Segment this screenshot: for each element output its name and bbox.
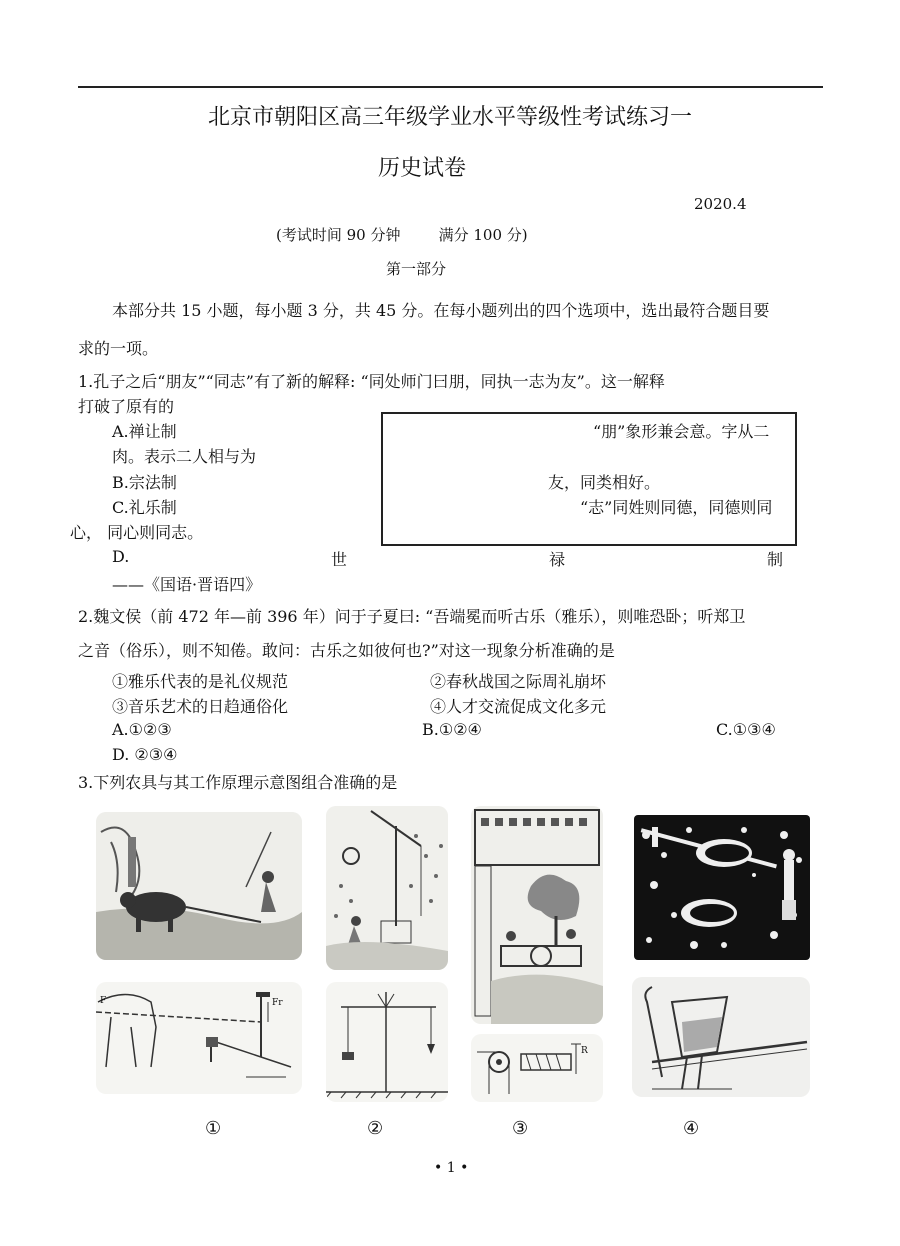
top-rule <box>78 86 823 88</box>
q1-option-b: B.宗法制 <box>112 473 177 492</box>
q3-image4-oxen-relief <box>634 815 810 960</box>
q2-option-a: A.①②③ <box>112 720 172 739</box>
q3-image3-r-label: R <box>581 1046 588 1056</box>
exam-info: (考试时间 90 分钟 满分 100 分) <box>276 226 528 244</box>
q1-source: ——《国语·晋语四》 <box>112 575 262 594</box>
q3-image2-lever-diagram <box>326 982 448 1102</box>
q2-option-d: D. ②③④ <box>112 745 178 764</box>
q1-option-a: A.禅让制 <box>112 422 177 441</box>
q1-box-line3b: 心， 同心则同志。 <box>70 523 204 542</box>
page-number: • 1 • <box>434 1160 469 1176</box>
exam-subtitle: 历史试卷 <box>377 156 466 181</box>
q1-option-c: C.礼乐制 <box>112 498 177 517</box>
q3-image3-pulley-painting <box>471 806 603 1024</box>
q3-image1-force-label-left: F <box>100 996 107 1006</box>
q2-statement-1: ①雅乐代表的是礼仪规范 <box>112 672 289 691</box>
q1-box-line3: “志”同姓则同德，同德则同 <box>580 498 773 517</box>
q2-statement-3: ③音乐艺术的日趋通俗化 <box>112 697 289 716</box>
q3-label-3: ③ <box>512 1118 529 1139</box>
q1-option-d-char2: 禄 <box>549 550 566 569</box>
q1-stem-line1: 1.孔子之后“朋友”“同志”有了新的解释: “同处师门曰朋，同执一志为友”。这一解释 <box>78 372 665 391</box>
q3-label-1: ① <box>205 1118 222 1139</box>
part-heading: 第一部分 <box>386 260 447 278</box>
q2-statement-2: ②春秋战国之际周礼崩坏 <box>430 672 607 691</box>
q3-image1-force-diagram <box>96 982 302 1094</box>
exam-title: 北京市朝阳区高三年级学业水平等级性考试练习一 <box>207 105 692 130</box>
q3-image1-force-label-right: Fr <box>272 998 283 1008</box>
q3-image2-well-sweep-painting <box>326 806 448 970</box>
intro-line1: 本部分共 15 小题，每小题 3 分，共 45 分。在每小题列出的四个选项中，选出最符合题目要 <box>112 301 770 320</box>
q1-option-d-char3: 制 <box>767 550 784 569</box>
q2-statement-4: ④人才交流促成文化多元 <box>430 697 607 716</box>
q1-box-line1: “朋”象形兼会意。字从二 <box>593 422 770 441</box>
q2-stem-line1: 2.魏文侯（前 472 年—前 396 年）问于子夏曰: “吾端冕而听古乐（雅乐），则唯恐卧；听郑卫 <box>78 607 746 626</box>
q2-option-c: C.①③④ <box>716 720 776 739</box>
q2-stem-line2: 之音（俗乐），则不知倦。敢问：古乐之如彼何也?”对这一现象分析准确的是 <box>78 641 615 660</box>
q3-image1-ox-plowing-painting <box>96 812 302 960</box>
q1-stem-line2: 打破了原有的 <box>78 397 175 416</box>
q2-option-b: B.①②④ <box>422 720 482 739</box>
q1-box-line2: 友，同类相好。 <box>548 473 661 492</box>
q1-box-line1b: 肉。表示二人相与为 <box>112 447 257 466</box>
q3-stem: 3.下列农具与其工作原理示意图组合准确的是 <box>78 773 398 792</box>
q3-image4-seed-drill-diagram <box>632 977 810 1097</box>
q1-option-d-char1: 世 <box>331 550 348 569</box>
exam-date: 2020.4 <box>694 195 747 213</box>
q3-image3-pulley-diagram <box>471 1034 603 1102</box>
q3-label-2: ② <box>367 1118 384 1139</box>
intro-line2: 求的一项。 <box>78 339 159 358</box>
q3-label-4: ④ <box>683 1118 700 1139</box>
q1-option-d: D. <box>112 547 130 566</box>
